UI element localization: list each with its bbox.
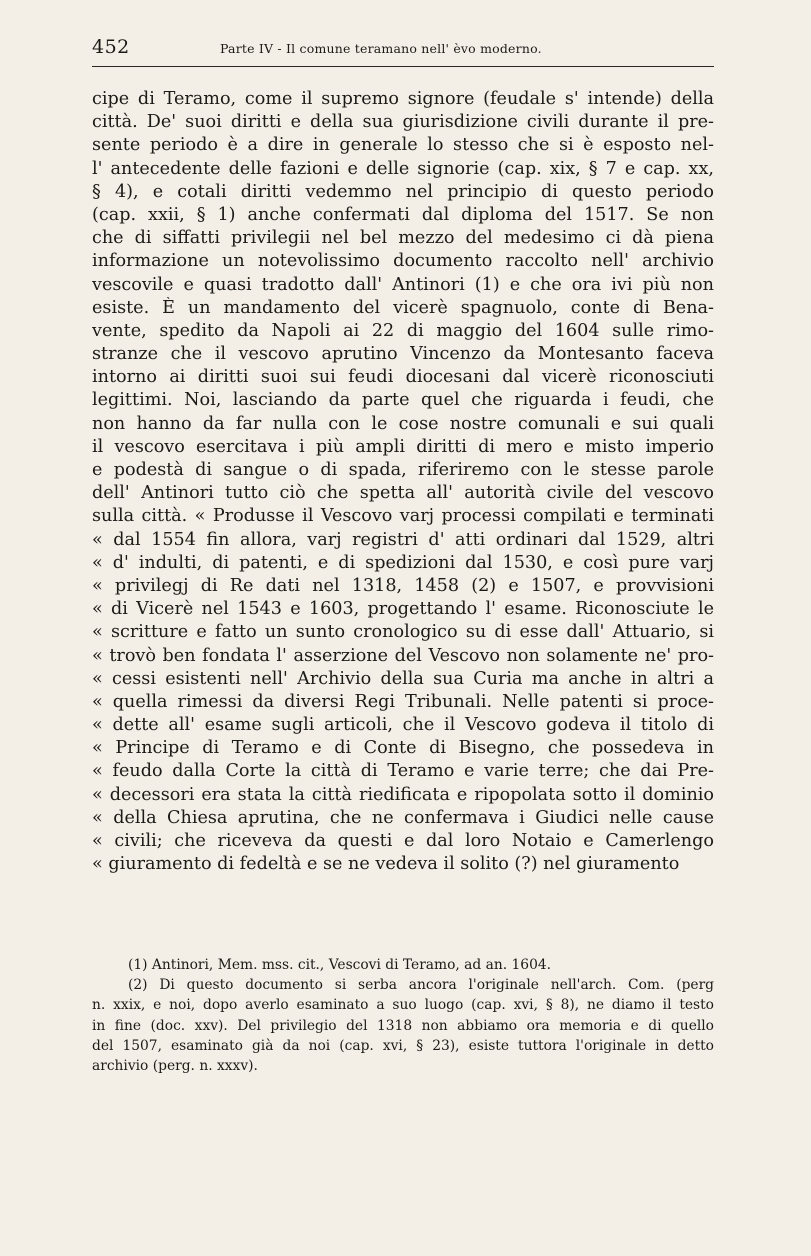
text-line: « decessori era stata la città riedificata e ripopolata sotto il dominio	[92, 784, 714, 805]
footnote-line: archivio (perg. n. xxxv).	[92, 1057, 258, 1074]
text-line: « privilegj di Re dati nel 1318, 1458 (2) e 1507, e provvisioni	[92, 575, 714, 596]
text-line: che di siffatti privilegii nel bel mezzo del medesimo ci dà piena	[92, 228, 714, 249]
text-line: vente, spedito da Napoli ai 22 di maggio del 1604 sulle rimo-	[92, 320, 714, 341]
text-line: « della Chiesa aprutina, che ne confermava i Giudici nelle cause	[92, 807, 714, 828]
text-line: il vescovo esercitava i più ampli diritti di mero e misto imperio	[92, 436, 714, 457]
text-line: intorno ai diritti suoi sui feudi diocesani dal vicerè riconosciuti	[92, 367, 714, 388]
body-text	[92, 88, 714, 876]
text-line: « dette all' esame sugli articoli, che il Vescovo godeva il titolo di	[92, 715, 714, 736]
text-line: « di Vicerè nel 1543 e 1603, progettando l' esame. Riconosciute le	[92, 599, 714, 620]
text-line: e podestà di sangue o di spada, riferiremo con le stesse parole	[92, 460, 714, 480]
footnote-line: (2) Di questo documento si serba ancora l'originale nell'arch. Com. (perg	[128, 977, 714, 994]
text-line: esiste. È un mandamento del vicerè spagnuolo, conte di Bena-	[92, 297, 714, 318]
page-number: 452	[92, 36, 130, 58]
text-line: « quella rimessi da diversi Regi Tribunali. Nelle patenti si proce-	[92, 691, 714, 712]
footnotes	[92, 955, 714, 1076]
text-line: « scritture e fatto un sunto cronologico su di esse dall' Attuario, si	[92, 622, 714, 643]
text-line: « trovò ben fondata l' asserzione del Vescovo non solamente ne' pro-	[92, 645, 714, 666]
text-line: l' antecedente delle fazioni e delle signorie (cap. xix, § 7 e cap. xx,	[92, 158, 714, 179]
text-line: stranze che il vescovo aprutino Vincenzo da Montesanto faceva	[92, 344, 714, 365]
text-line: cipe di Teramo, come il supremo signore (feudale s' intende) della	[92, 89, 714, 109]
text-line: legittimi. Noi, lasciando da parte quel che riguarda i feudi, che	[92, 390, 714, 411]
text-line: « giuramento di fedeltà e se ne vedeva il solito (?) nel giuramento	[92, 854, 680, 875]
footnote-line: in fine (doc. xxv). Del privilegio del 1318 non abbiamo ora memoria e di quello	[92, 1017, 714, 1034]
running-title: Parte IV - Il comune teramano nell' èvo moderno.	[220, 41, 542, 56]
text-line: dell' Antinori tutto ciò che spetta all' autorità civile del vescovo	[92, 483, 714, 504]
text-line: città. De' suoi diritti e della sua giurisdizione civili durante il pre-	[92, 112, 714, 133]
text-line: « cessi esistenti nell' Archivio della sua Curia ma anche in altri a	[92, 668, 714, 689]
text-line: vescovile e quasi tradotto dall' Antinori (1) e che ora ivi più non	[92, 274, 714, 295]
text-line: « feudo dalla Corte la città di Teramo e varie terre; che dai Pre-	[92, 761, 714, 782]
footnote-line: del 1507, esaminato già da noi (cap. xvi, § 23), esiste tuttora l'originale in detto	[92, 1037, 714, 1054]
text-line: « Principe di Teramo e di Conte di Bisegno, che possedeva in	[92, 738, 714, 759]
text-line: (cap. xxii, § 1) anche confermati dal diploma del 1517. Se non	[92, 204, 714, 225]
text-line: « civili; che riceveva da questi e dal loro Notaio e Camerlengo	[92, 831, 714, 851]
text-line: « d' indulti, di patenti, e di spedizioni dal 1530, e così pure varj	[92, 552, 714, 573]
text-line: « dal 1554 fin allora, varj registri d' atti ordinari dal 1529, altri	[92, 529, 714, 550]
footnote-line: n. xxix, e noi, dopo averlo esaminato a suo luogo (cap. xvi, § 8), ne diamo il testo	[92, 997, 714, 1014]
text-line: sente periodo è a dire in generale lo stesso che si è esposto nel-	[92, 135, 714, 156]
text-line: informazione un notevolissimo documento raccolto nell' archivio	[92, 251, 714, 272]
text-line: § 4), e cotali diritti vedemmo nel principio di questo periodo	[92, 181, 714, 202]
text-line: sulla città. « Produsse il Vescovo varj processi compilati e terminati	[92, 506, 714, 527]
footnote-line: (1) Antinori, Mem. mss. cit., Vescovi di Teramo, ad an. 1604.	[128, 957, 552, 973]
text-line: non hanno da far nulla con le cose nostre comunali e sui quali	[92, 413, 714, 434]
running-header	[92, 36, 714, 67]
